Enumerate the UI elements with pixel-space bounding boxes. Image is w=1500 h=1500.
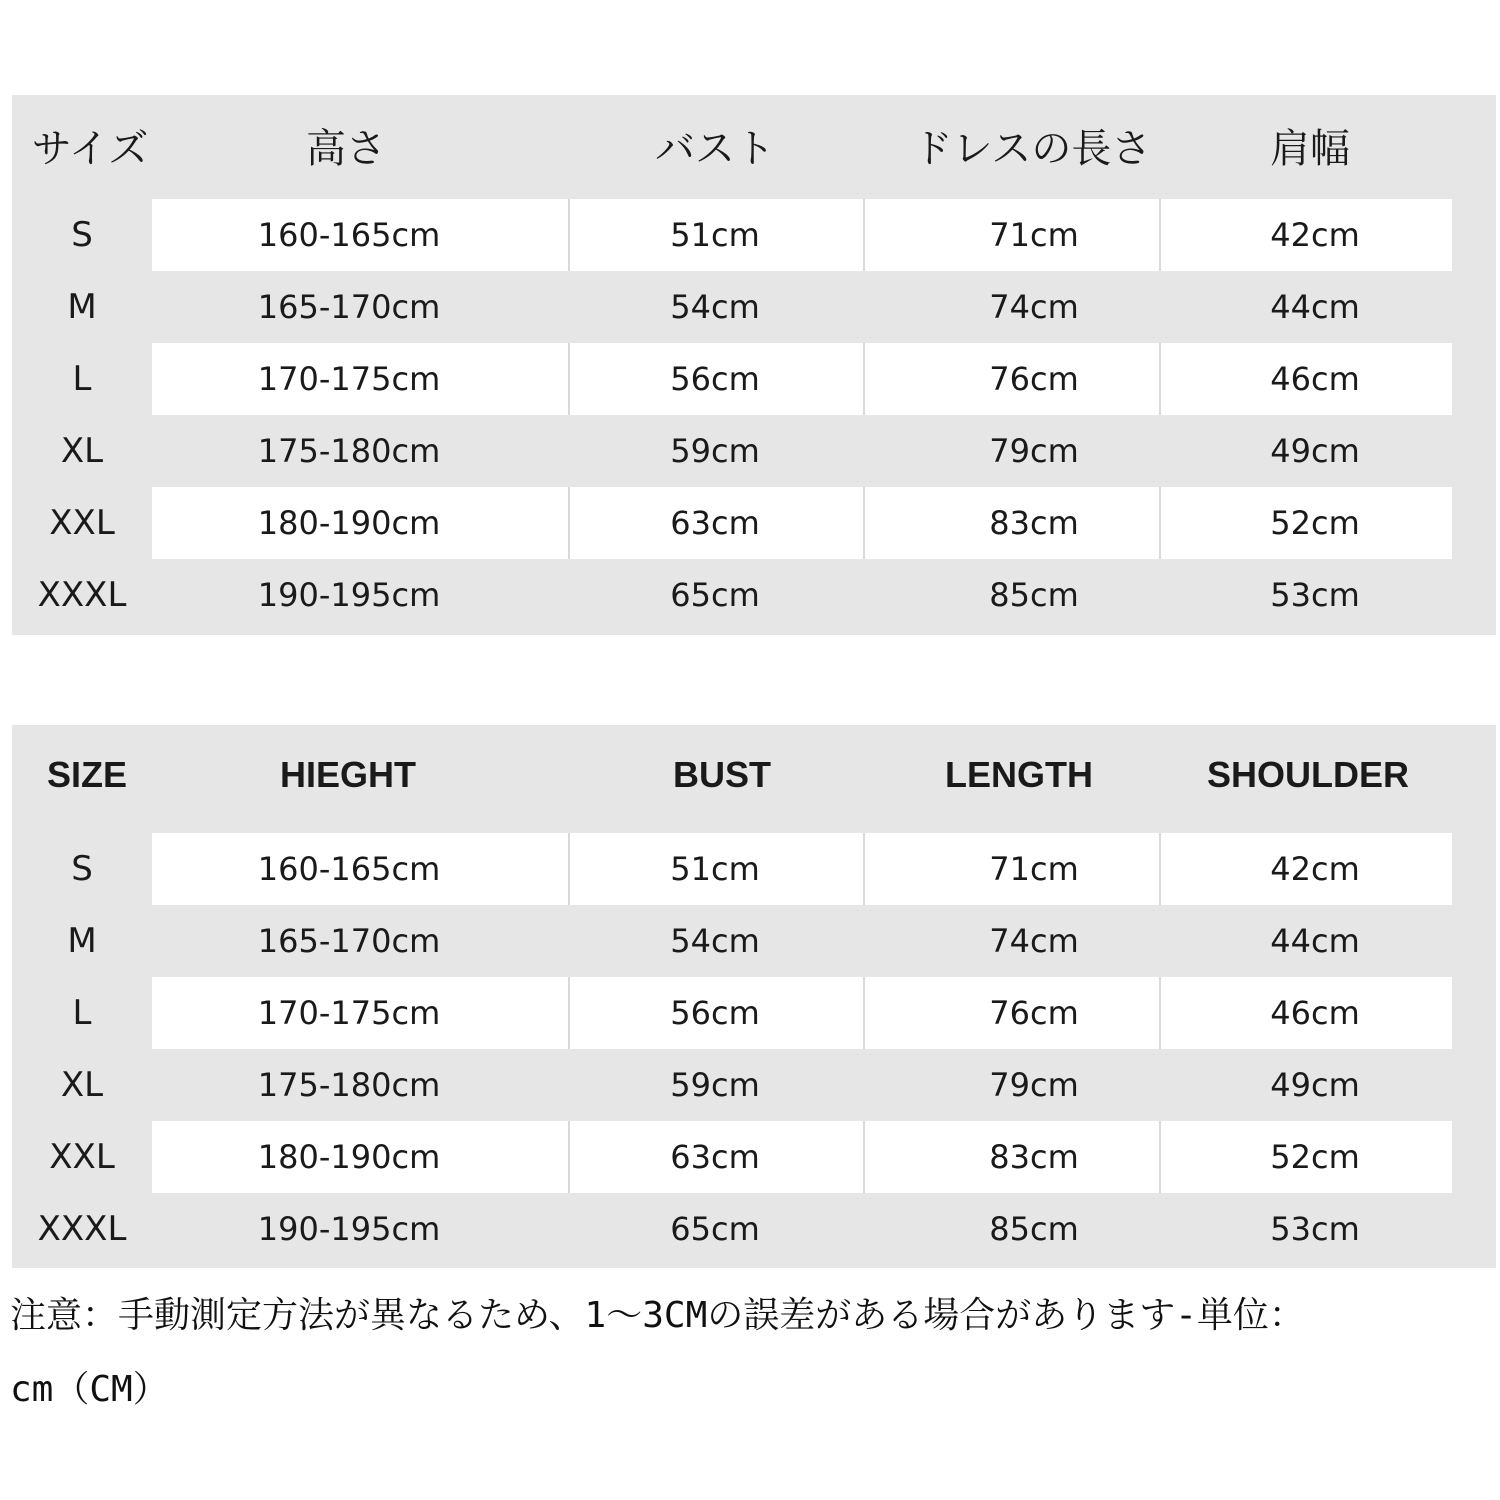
measurement-cell: 65cm: [670, 1210, 760, 1248]
column-divider: [863, 1121, 865, 1193]
size-label: XXL: [49, 503, 115, 543]
column-divider: [863, 977, 865, 1049]
column-divider: [863, 487, 865, 559]
table-row: [12, 1121, 1496, 1193]
header-dress-length: ドレスの長さ: [912, 125, 1152, 172]
column-divider: [1159, 487, 1161, 559]
size-table-japanese: [12, 95, 1496, 635]
column-divider: [568, 833, 570, 905]
table-row: [12, 559, 1496, 631]
measurement-cell: 51cm: [670, 216, 760, 254]
column-divider: [863, 343, 865, 415]
column-divider: [568, 977, 570, 1049]
measurement-cell: 49cm: [1270, 1066, 1360, 1104]
measurement-cell: 52cm: [1270, 504, 1360, 542]
column-divider: [568, 1121, 570, 1193]
measurement-cell: 42cm: [1270, 850, 1360, 888]
measurement-cell: 180-190cm: [257, 504, 441, 542]
table-row: [12, 833, 1496, 905]
measurement-cell: 83cm: [989, 1138, 1079, 1176]
table-row: [12, 343, 1496, 415]
size-label: XXXL: [37, 575, 127, 615]
size-label: XXL: [49, 1137, 115, 1177]
column-divider: [568, 487, 570, 559]
column-divider: [1159, 977, 1161, 1049]
measurement-cell: 71cm: [989, 850, 1079, 888]
measurement-cell: 165-170cm: [257, 922, 441, 960]
header-shoulder: 肩幅: [1270, 125, 1350, 172]
measurement-cell: 170-175cm: [257, 360, 441, 398]
size-label: S: [71, 849, 93, 889]
table-row: [12, 905, 1496, 977]
measurement-cell: 56cm: [670, 994, 760, 1032]
header-shoulder: SHOULDER: [1206, 754, 1409, 795]
measurement-cell: 83cm: [989, 504, 1079, 542]
measurement-cell: 65cm: [670, 576, 760, 614]
size-label: L: [72, 359, 92, 399]
measurement-cell: 74cm: [989, 922, 1079, 960]
measurement-cell: 49cm: [1270, 432, 1360, 470]
column-divider: [1159, 343, 1161, 415]
size-label: M: [67, 921, 97, 961]
column-divider: [1159, 833, 1161, 905]
note-line-1: 注意：手動測定方法が異なるため、1～3CMの誤差がある場合があります-単位：: [10, 1295, 1305, 1336]
size-table-english: [12, 725, 1496, 1268]
measurement-cell: 54cm: [670, 922, 760, 960]
measurement-cell: 46cm: [1270, 360, 1360, 398]
measurement-cell: 54cm: [670, 288, 760, 326]
measurement-cell: 52cm: [1270, 1138, 1360, 1176]
measurement-cell: 46cm: [1270, 994, 1360, 1032]
header-bust: BUST: [673, 754, 771, 795]
table-row: [12, 199, 1496, 271]
measurement-cell: 85cm: [989, 1210, 1079, 1248]
header-bust: バスト: [655, 125, 775, 172]
measurement-cell: 175-180cm: [257, 1066, 441, 1104]
table-row: [12, 1193, 1496, 1265]
measurement-cell: 56cm: [670, 360, 760, 398]
header-size: SIZE: [46, 754, 127, 795]
size-label: XXXL: [37, 1209, 127, 1249]
column-divider: [568, 199, 570, 271]
measurement-cell: 44cm: [1270, 922, 1360, 960]
measurement-cell: 180-190cm: [257, 1138, 441, 1176]
measurement-cell: 76cm: [989, 360, 1079, 398]
measurement-cell: 63cm: [670, 504, 760, 542]
table-row: [12, 415, 1496, 487]
measurement-cell: 170-175cm: [257, 994, 441, 1032]
column-divider: [863, 833, 865, 905]
column-divider: [863, 199, 865, 271]
measurement-cell: 190-195cm: [257, 576, 441, 614]
measurement-cell: 165-170cm: [257, 288, 441, 326]
measurement-cell: 53cm: [1270, 1210, 1360, 1248]
measurement-cell: 51cm: [670, 850, 760, 888]
header-height: HIEGHT: [279, 754, 416, 795]
measurement-cell: 63cm: [670, 1138, 760, 1176]
note-line-2: cm（CM）: [10, 1369, 169, 1410]
size-label: S: [71, 215, 93, 255]
table-row: [12, 977, 1496, 1049]
measurement-cell: 42cm: [1270, 216, 1360, 254]
measurement-cell: 59cm: [670, 1066, 760, 1104]
column-divider: [1159, 1121, 1161, 1193]
measurement-cell: 85cm: [989, 576, 1079, 614]
size-label: XL: [60, 431, 104, 471]
table-row: [12, 487, 1496, 559]
size-label: XL: [60, 1065, 104, 1105]
measurement-cell: 44cm: [1270, 288, 1360, 326]
measurement-cell: 74cm: [989, 288, 1079, 326]
column-divider: [1159, 199, 1161, 271]
column-divider: [568, 343, 570, 415]
measurement-cell: 79cm: [989, 432, 1079, 470]
measurement-cell: 160-165cm: [257, 216, 441, 254]
header-height: 高さ: [306, 125, 386, 172]
measurement-cell: 53cm: [1270, 576, 1360, 614]
size-label: L: [72, 993, 92, 1033]
measurement-cell: 71cm: [989, 216, 1079, 254]
table-row: [12, 271, 1496, 343]
table-row: [12, 1049, 1496, 1121]
measurement-cell: 59cm: [670, 432, 760, 470]
header-length: LENGTH: [945, 754, 1093, 795]
size-label: M: [67, 287, 97, 327]
measurement-cell: 175-180cm: [257, 432, 441, 470]
measurement-cell: 79cm: [989, 1066, 1079, 1104]
measurement-cell: 76cm: [989, 994, 1079, 1032]
measurement-cell: 190-195cm: [257, 1210, 441, 1248]
header-size: サイズ: [31, 125, 149, 172]
measurement-cell: 160-165cm: [257, 850, 441, 888]
